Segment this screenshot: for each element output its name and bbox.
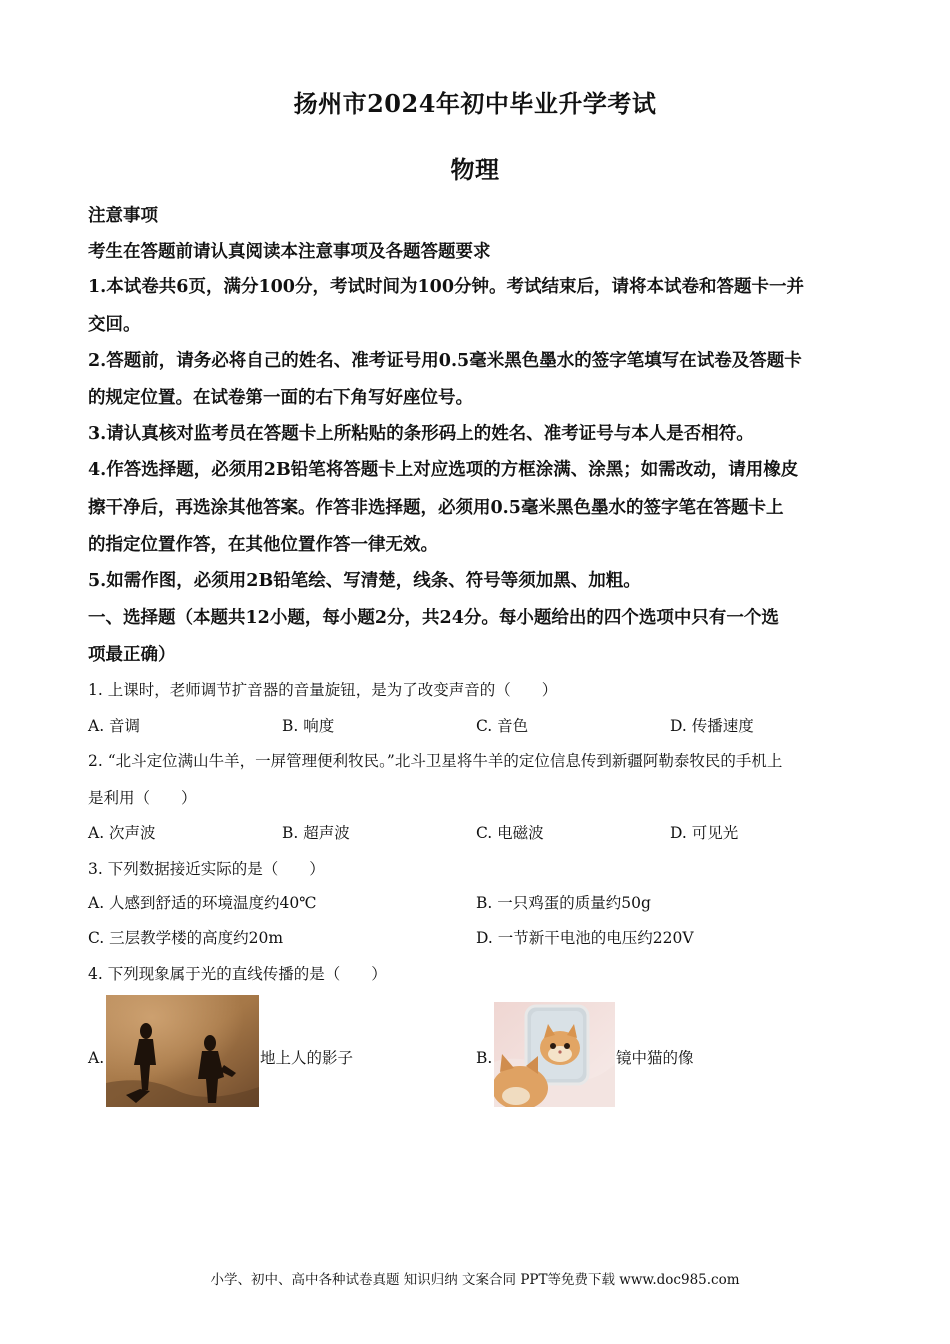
q4-option-b-letter: B. bbox=[476, 1049, 493, 1067]
q3-option-b: B. 一只鸡蛋的质量约50g bbox=[476, 894, 651, 912]
q2-option-c: C. 电磁波 bbox=[476, 824, 544, 842]
q1-option-c: C. 音色 bbox=[476, 717, 529, 735]
section-heading-cont: 项最正确） bbox=[88, 645, 176, 665]
question-1-stem: 1. 上课时，老师调节扩音器的音量旋钮，是为了改变声音的（ ） bbox=[88, 681, 558, 699]
q1-option-a: A. 音调 bbox=[88, 717, 141, 735]
q3-option-d: D. 一节新干电池的电压约220V bbox=[476, 929, 694, 947]
notice-line: 4.作答选择题，必须用2B铅笔将答题卡上对应选项的方框涂满、涂黑；如需改动，请用橡皮 bbox=[88, 460, 799, 480]
question-4-stem: 4. 下列现象属于光的直线传播的是（ ） bbox=[88, 965, 387, 983]
notice-line: 2.答题前，请务必将自己的姓名、准考证号用0.5毫米黑色墨水的签字笔填写在试卷及答题卡 bbox=[88, 351, 802, 371]
question-2-stem-cont: 是利用（ ） bbox=[88, 789, 197, 807]
q3-option-c: C. 三层教学楼的高度约20m bbox=[88, 929, 284, 947]
q2-option-b: B. 超声波 bbox=[282, 824, 350, 842]
notice-heading: 注意事项 bbox=[88, 206, 158, 226]
section-heading: 一、选择题（本题共12小题，每小题2分，共24分。每小题给出的四个选项中只有一个选 bbox=[88, 608, 779, 628]
q2-option-a: A. 次声波 bbox=[88, 824, 156, 842]
q3-option-a: A. 人感到舒适的环境温度约40℃ bbox=[88, 894, 317, 912]
subject-title: 物理 bbox=[450, 155, 500, 184]
notice-line: 的指定位置作答，在其他位置作答一律无效。 bbox=[88, 535, 438, 555]
notice-line: 擦干净后，再选涂其他答案。作答非选择题，必须用0.5毫米黑色墨水的签字笔在答题卡上 bbox=[88, 498, 784, 518]
question-2-stem: 2. “北斗定位满山牛羊，一屏管理便利牧民。”北斗卫星将牛羊的定位信息传到新疆阿勒泰牧民的手机上 bbox=[88, 752, 783, 770]
q4-option-b-text: 镜中猫的像 bbox=[616, 1049, 694, 1067]
q4-option-a-letter: A. bbox=[88, 1049, 105, 1067]
q1-option-d: D. 传播速度 bbox=[670, 717, 754, 735]
q1-option-b: B. 响度 bbox=[282, 717, 335, 735]
exam-title: 扬州市2024年初中毕业升学考试 bbox=[293, 89, 657, 118]
notice-line: 5.如需作图，必须用2B铅笔绘、写清楚，线条、符号等须加黑、加粗。 bbox=[88, 571, 641, 591]
q2-option-d: D. 可见光 bbox=[670, 824, 739, 842]
q4-option-a-text: 地上人的影子 bbox=[260, 1049, 354, 1067]
question-3-stem: 3. 下列数据接近实际的是（ ） bbox=[88, 860, 325, 878]
notice-line: 3.请认真核对监考员在答题卡上所粘贴的条形码上的姓名、准考证号与本人是否相符。 bbox=[88, 424, 754, 444]
mirror-cat-photo bbox=[494, 1002, 615, 1107]
notice-line: 1.本试卷共6页，满分100分，考试时间为100分钟。考试结束后，请将本试卷和答题卡一并 bbox=[88, 277, 805, 297]
page-footer: 小学、初中、高中各种试卷真题 知识归纳 文案合同 PPT等免费下载 www.doc985.com bbox=[210, 1272, 740, 1288]
notice-line: 交回。 bbox=[88, 315, 141, 335]
mirror-cat-graphic bbox=[494, 1002, 615, 1107]
notice-intro: 考生在答题前请认真阅读本注意事项及各题答题要求 bbox=[88, 242, 491, 262]
shadow-photo-graphic bbox=[106, 995, 259, 1107]
shadow-photo bbox=[106, 995, 259, 1107]
notice-line: 的规定位置。在试卷第一面的右下角写好座位号。 bbox=[88, 388, 473, 408]
